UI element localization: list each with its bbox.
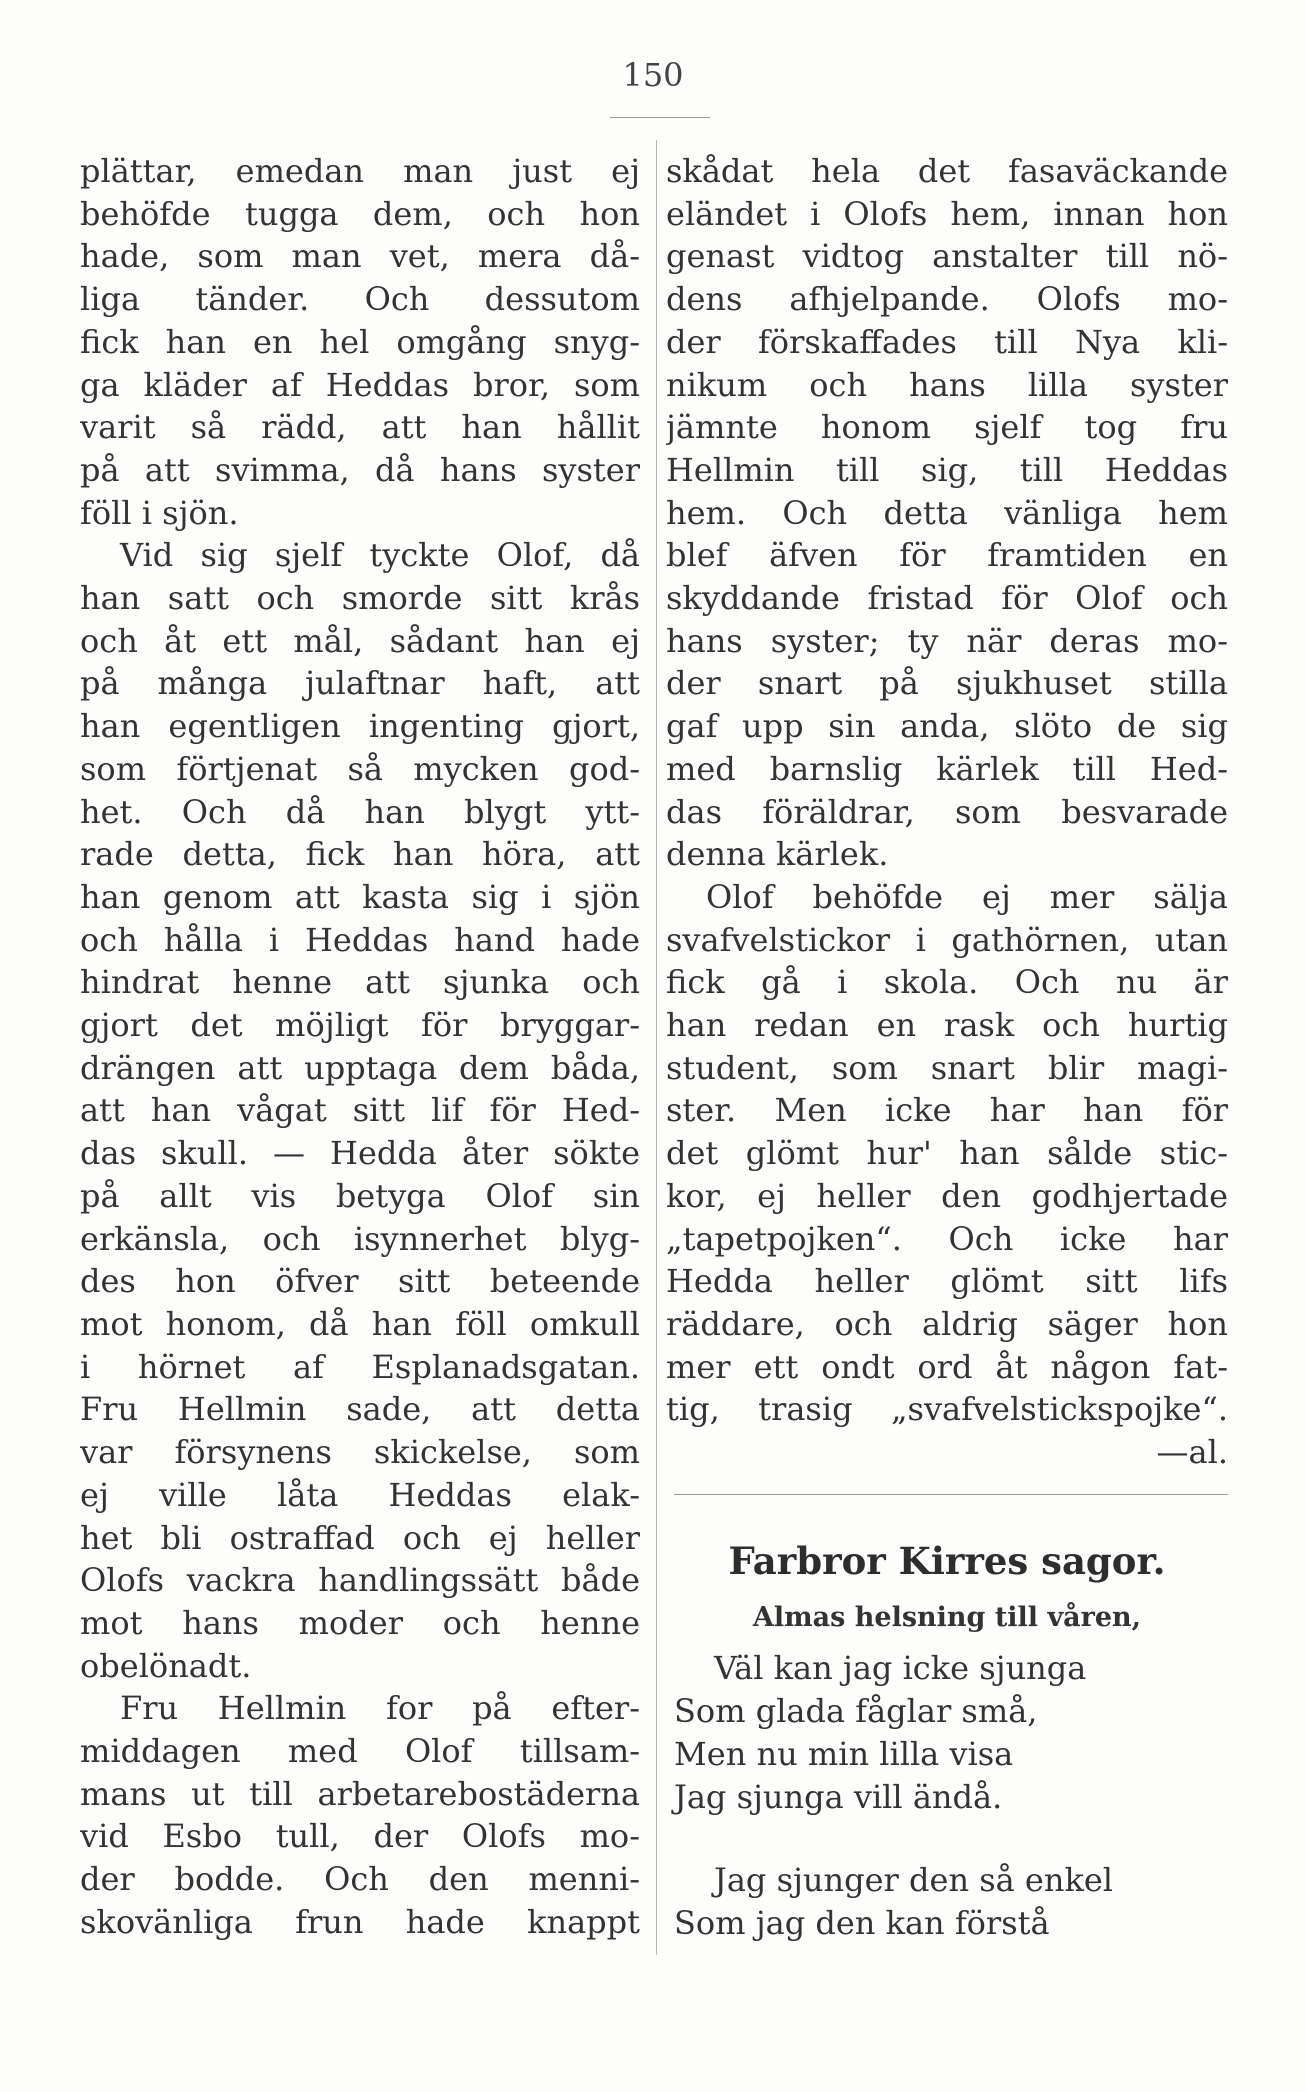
text-line: skådat hela det fasaväckande (666, 152, 1228, 190)
text-line: das skull. — Hedda åter sökte (80, 1134, 640, 1173)
text-line: med barnslig kärlek till Hed- (666, 749, 1228, 788)
poem-line: Men nu min lilla visa (674, 1734, 1014, 1773)
text-line: mot honom, då han föll omkull (80, 1304, 640, 1343)
text-line: mans ut till arbetarebostäderna (80, 1774, 640, 1813)
text-line: han egentligen ingenting gjort, (80, 707, 640, 746)
text-line: föll i sjön. (80, 493, 239, 532)
text-line: jämnte honom sjelf tog fru (666, 408, 1228, 447)
section-rule (674, 1494, 1228, 1495)
text-line: på att svimma, då hans syster (80, 450, 640, 489)
text-line: hade, som man vet, mera då- (80, 237, 640, 276)
page-number-rule (610, 117, 710, 118)
text-line: han redan en rask och hurtig (666, 1006, 1228, 1045)
text-line: varit så rädd, att han hållit (80, 408, 640, 447)
left-column (80, 150, 640, 1944)
text-line: räddare, och aldrig säger hon (666, 1304, 1228, 1343)
text-line: student, som snart blir magi- (666, 1048, 1228, 1087)
poem-line: Jag sjunga vill ändå. (674, 1777, 1003, 1816)
text-line: och åt ett mål, sådant han ej (80, 621, 640, 660)
text-line: „tapetpojken“. Och icke har (666, 1219, 1228, 1258)
text-line: des hon öfver sitt beteende (80, 1262, 640, 1301)
text-line: som förtjenat så mycken god- (80, 749, 640, 788)
text-line: gjort det möjligt för bryggar- (80, 1006, 640, 1045)
text-line: Hellmin till sig, till Heddas (666, 450, 1228, 489)
text-line: kor, ej heller den godhjertade (666, 1176, 1228, 1215)
poem (666, 1647, 1228, 1945)
text-line: Olof behöfde ej mer sälja (706, 877, 1228, 916)
poem-title: Almas helsning till våren, (752, 1601, 1142, 1633)
text-line: hans syster; ty när deras mo- (666, 621, 1228, 660)
text-line: ga kläder af Heddas bror, som (80, 365, 640, 404)
poem-line: Jag sjunger den så enkel (714, 1860, 1113, 1899)
text-line: Fru Hellmin for på efter- (120, 1689, 640, 1728)
text-line: Olofs vackra handlingssätt både (80, 1561, 640, 1600)
text-line: obelönadt. (80, 1646, 252, 1685)
poem-line: Som glada fåglar små, (674, 1691, 1038, 1730)
text-line: eländet i Olofs hem, innan hon (666, 194, 1228, 233)
text-line: Fru Hellmin sade, att detta (80, 1390, 640, 1429)
text-line: het. Och då han blygt ytt- (80, 792, 640, 831)
text-line: dens afhjelpande. Olofs mo- (666, 280, 1228, 319)
text-line: plättar, emedan man just ej (80, 152, 640, 190)
stanza-gap (674, 1819, 1228, 1859)
text-line: var försynens skickelse, som (80, 1433, 640, 1472)
text-line: på allt vis betyga Olof sin (80, 1176, 640, 1215)
text-line: fick gå i skola. Och nu är (666, 963, 1228, 1002)
text-line: skyddande fristad för Olof och (666, 579, 1228, 618)
signature: —al. (1156, 1433, 1228, 1472)
text-line: på många julaftnar haft, att (80, 664, 640, 703)
text-line: middagen med Olof tillsam- (80, 1732, 640, 1771)
column-divider (656, 140, 657, 1955)
text-line: rade detta, fick han höra, att (80, 835, 640, 874)
text-line: der snart på sjukhuset stilla (666, 664, 1228, 703)
text-line: i hörnet af Esplanadsgatan. (80, 1347, 640, 1386)
text-line: der bodde. Och den menni- (80, 1860, 640, 1899)
text-line: mot hans moder och henne (80, 1603, 640, 1642)
text-line: vid Esbo tull, der Olofs mo- (80, 1817, 640, 1856)
text-line: att han vågat sitt lif för Hed- (80, 1091, 640, 1130)
text-line: och hålla i Heddas hand hade (80, 920, 640, 959)
poem-line: Som jag den kan förstå (674, 1903, 1050, 1942)
text-line: genast vidtog anstalter till nö- (666, 237, 1228, 276)
text-line: Hedda heller glömt sitt lifs (666, 1262, 1228, 1301)
text-line: denna kärlek. (666, 835, 889, 874)
text-line: drängen att upptaga dem båda, (80, 1048, 640, 1087)
text-line: fick han en hel omgång snyg- (80, 322, 640, 361)
text-line: gaf upp sin anda, slöto de sig (666, 707, 1228, 746)
right-column-text (666, 150, 1228, 1431)
text-line: het bli ostraffad och ej heller (80, 1518, 640, 1557)
text-line: skovänliga frun hade knappt (80, 1902, 640, 1941)
text-line: hindrat henne att sjunka och (80, 963, 640, 1002)
text-line: der förskaffades till Nya kli- (666, 322, 1228, 361)
text-line: blef äfven för framtiden en (666, 536, 1228, 575)
text-line: han genom att kasta sig i sjön (80, 877, 640, 916)
text-line: tig, trasig „svafvelstickspojke“. (666, 1390, 1228, 1429)
text-line: liga tänder. Och dessutom (80, 280, 640, 319)
text-line: behöfde tugga dem, och hon (80, 194, 640, 233)
text-line: das föräldrar, som besvarade (666, 792, 1228, 831)
text-line: ster. Men icke har han för (666, 1091, 1228, 1130)
poem-line: Väl kan jag icke sjunga (714, 1648, 1087, 1687)
text-line: det glömt hur' han sålde stic- (666, 1134, 1228, 1173)
text-line: ej ville låta Heddas elak- (80, 1475, 640, 1514)
text-line: Vid sig sjelf tyckte Olof, då (120, 536, 640, 575)
text-line: nikum och hans lilla syster (666, 365, 1228, 404)
text-line: hem. Och detta vänliga hem (666, 493, 1228, 532)
text-line: mer ett ondt ord åt någon fat- (666, 1347, 1228, 1386)
story-title: Farbror Kirres sagor. (728, 1538, 1166, 1583)
text-line: svafvelstickor i gathörnen, utan (666, 920, 1228, 959)
right-column (666, 150, 1228, 1945)
page-number: 150 (622, 56, 684, 94)
text-line: han satt och smorde sitt krås (80, 579, 640, 618)
text-line: erkänsla, och isynnerhet blyg- (80, 1219, 640, 1258)
